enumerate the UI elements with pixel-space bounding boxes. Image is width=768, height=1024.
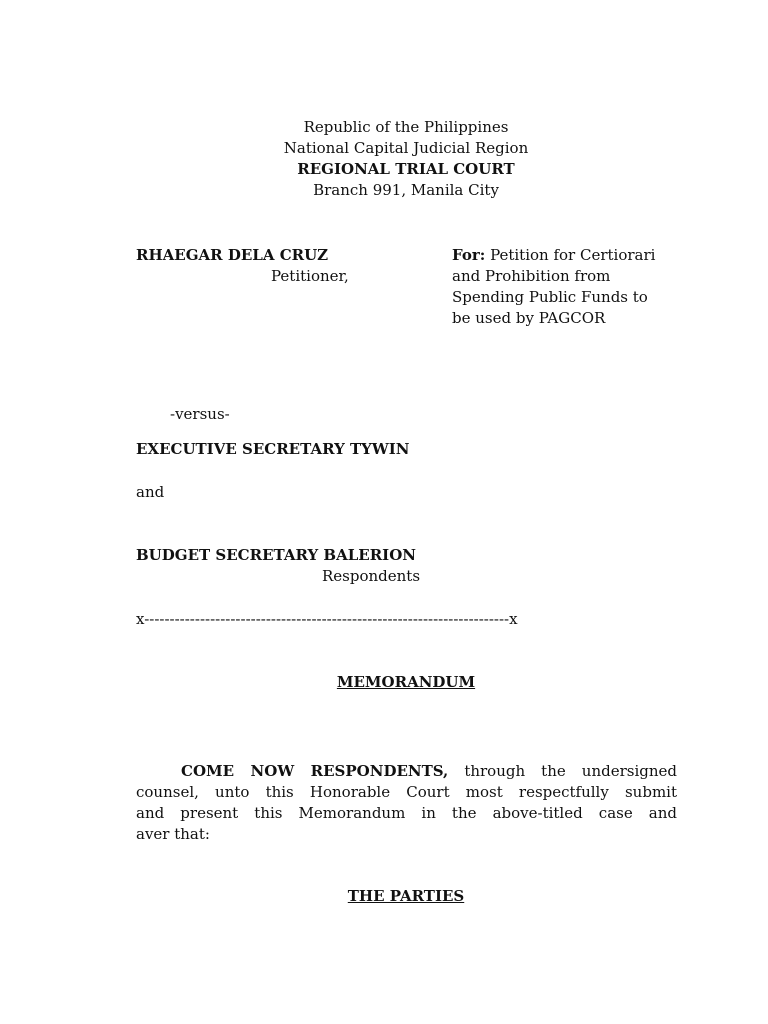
header-court-name: REGIONAL TRIAL COURT (297, 160, 515, 178)
petitioner-name: RHAEGAR DELA CRUZ (136, 246, 329, 264)
paragraph-line-1 (136, 761, 677, 782)
respondents-role: Respondents (322, 567, 421, 585)
petition-for-line2: and Prohibition from (452, 267, 611, 285)
court-header (136, 117, 676, 201)
memorandum-title: MEMORANDUM (336, 673, 476, 691)
petition-for-block (452, 245, 692, 329)
header-branch: Branch 991, Manila City (313, 181, 499, 199)
petitioner-role: Petitioner, (271, 267, 349, 285)
petition-for-label: For: (452, 246, 486, 264)
respondent-budget-secretary: BUDGET SECRETARY BALERION (136, 546, 416, 564)
paragraph-line-1-rest: through the undersigned (464, 762, 677, 780)
petition-for-line3: Spending Public Funds to (452, 288, 648, 306)
parties-title: THE PARTIES (347, 887, 465, 905)
paragraph-line-4: aver that: (136, 825, 210, 843)
and-text: and (136, 483, 165, 501)
caption-separator: x------------------------------------------------------------------------x (136, 610, 518, 628)
petition-for-text1: Petition for Certiorari (490, 246, 656, 264)
petition-for-line1 (452, 245, 692, 266)
opening-paragraph (136, 761, 677, 845)
paragraph-line-3: and present this Memorandum in the above-titled case and (136, 804, 677, 822)
paragraph-lead-bold: COME NOW RESPONDENTS, (181, 762, 449, 780)
versus-text: -versus- (170, 405, 230, 423)
header-republic: Republic of the Philippines (303, 118, 509, 136)
petition-for-line4: be used by PAGCOR (452, 309, 606, 327)
respondent-executive-secretary: EXECUTIVE SECRETARY TYWIN (136, 440, 410, 458)
paragraph-line-2: counsel, unto this Honorable Court most respectfully submit (136, 783, 677, 801)
header-judicial-region: National Capital Judicial Region (283, 139, 529, 157)
